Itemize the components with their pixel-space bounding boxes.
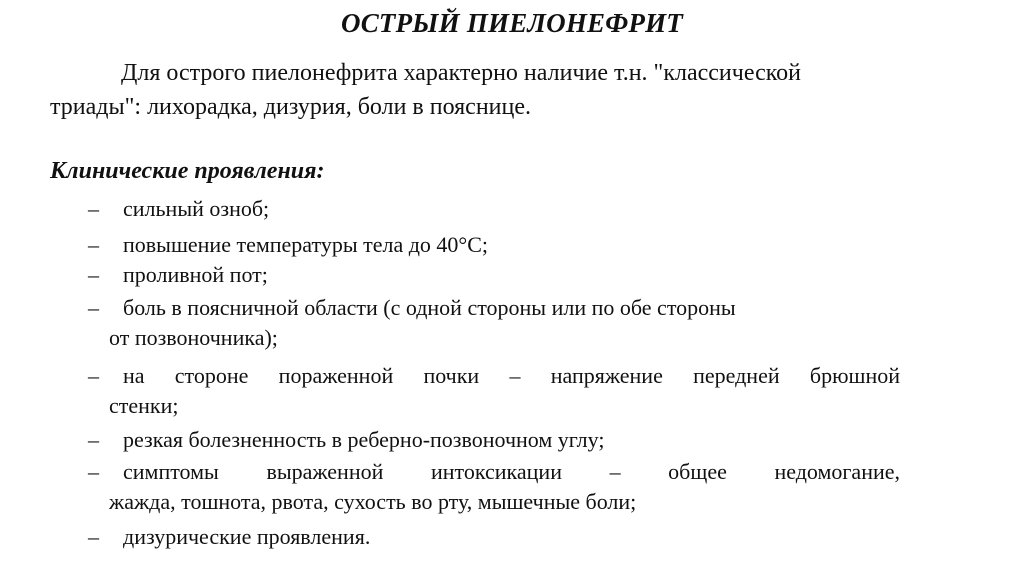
list-item-line: повышение температуры тела до 40°C;: [123, 232, 488, 257]
bullet-dash: –: [88, 262, 99, 287]
list-item: [88, 425, 900, 455]
list-item: [88, 361, 900, 421]
list-item-line: жажда, тошнота, рвота, сухость во рту, мышечные боли;: [109, 489, 637, 514]
list-item-line: на стороне пораженной почки – напряжение передней брюшной: [123, 363, 900, 388]
list-item-line: боль в поясничной области (с одной стороны или по обе стороны: [123, 295, 736, 320]
list-item-text: [109, 293, 900, 353]
list-item: [88, 293, 900, 353]
list-item-line: резкая болезненность в реберно-позвоночном углу;: [123, 427, 605, 452]
intro-line-1: Для острого пиелонефрита характерно наличие т.н. "классической: [121, 60, 802, 86]
list-item-text: [109, 457, 900, 517]
list-item: [88, 457, 900, 517]
bullet-dash: –: [88, 459, 99, 484]
bullet-dash: –: [88, 295, 99, 320]
list-item-line: проливной пот;: [123, 262, 268, 287]
list-item-text: [109, 361, 900, 421]
list-item-text: [123, 230, 900, 260]
list-item-text: [123, 260, 900, 290]
list-item: [88, 522, 900, 552]
list-item: [88, 194, 900, 224]
intro-line-2: триады": лихорадка, дизурия, боли в пояснице.: [50, 94, 532, 120]
list-item-line: от позвоночника);: [109, 325, 278, 350]
bullet-dash: –: [88, 196, 99, 221]
page-title: ОСТРЫЙ ПИЕЛОНЕФРИТ: [341, 8, 683, 38]
bullet-dash: –: [88, 427, 99, 452]
list-item-text: [123, 194, 900, 224]
list-item-text: [123, 425, 900, 455]
bullet-dash: –: [88, 363, 99, 388]
list-item: [88, 230, 900, 260]
list-item-line: дизурические проявления.: [123, 524, 371, 549]
list-item: [88, 260, 900, 290]
section-heading: Клинические проявления:: [50, 158, 325, 184]
list-item-text: [123, 522, 900, 552]
list-item-line: симптомы выраженной интоксикации – общее недомогание,: [123, 459, 900, 484]
bullet-dash: –: [88, 232, 99, 257]
list-item-line: стенки;: [109, 393, 179, 418]
bullet-dash: –: [88, 524, 99, 549]
list-item-line: сильный озноб;: [123, 196, 270, 221]
